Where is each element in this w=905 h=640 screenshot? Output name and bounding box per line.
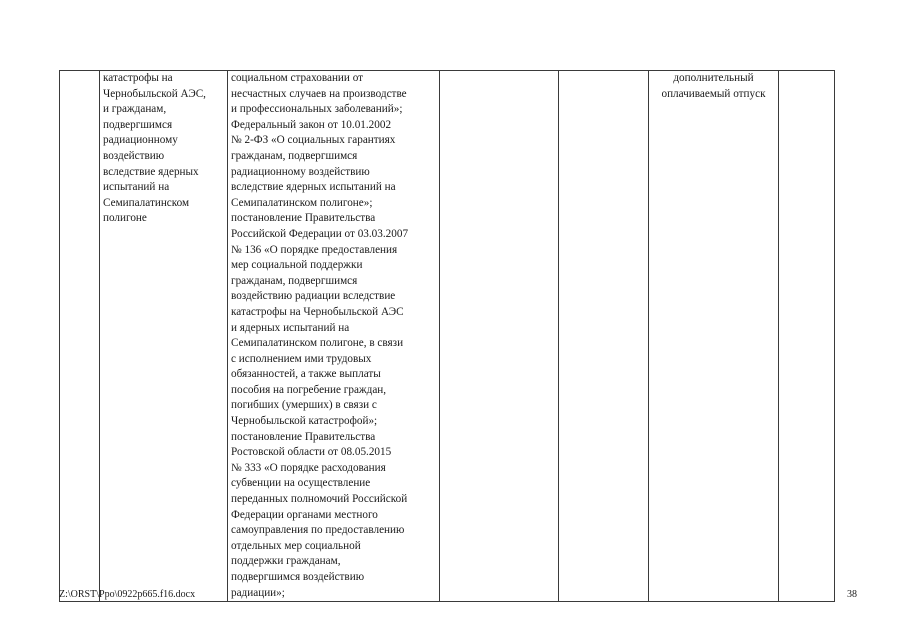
category-text: катастрофы на Чернобыльской АЭС, и гражданам, подвергшимся радиационному воздействию вследствие ядерных испытаний на Семипалатинском полигоне bbox=[103, 72, 206, 225]
table-cell-legal-basis bbox=[228, 71, 440, 602]
table-cell-measure bbox=[649, 71, 779, 602]
measure-text: дополнительный оплачиваемый отпуск bbox=[661, 72, 766, 100]
table-cell-col4 bbox=[440, 71, 559, 602]
table-cell-number bbox=[60, 71, 100, 602]
footer-file-path: Z:\ORST\Ppo\0922p665.f16.docx bbox=[59, 589, 196, 600]
document-table bbox=[59, 70, 835, 602]
table-cell-col5 bbox=[559, 71, 649, 602]
table-cell-category bbox=[100, 71, 228, 602]
table-row bbox=[60, 71, 835, 602]
table-cell-col7 bbox=[779, 71, 835, 602]
page-number: 38 bbox=[847, 589, 857, 600]
legal-basis-text: социальном страховании от несчастных случаев на производстве и профессиональных заболеваний»; Федеральный закон от 10.01.2002 № 2-ФЗ «О социальных гарантиях гражданам, подвергшимся радиационному воздействию вследствие ядерных испытаний на Семипалатинском полигоне»; постановление Правительства Российской Федерации от 03.03.2007 № 136 «О порядке предоставления мер социальной поддержки гражданам, подвергшимся воздействию радиации вследствие катастрофы на Чернобыльской АЭС и ядерных испытаний на Семипалатинском полигоне, в связи с исполнением ими трудовых обязанностей, а также выплаты пособия на погребение граждан, погибших (умерших) в связи с Чернобыльской катастрофой»; постановление Правительства Ростовской области от 08.05.2015 № 333 «О порядке расходования субвенции на осуществление переданных полномочий Российской Федерации органами местного самоуправления по предоставлению отдельных мер социальной поддержки гражданам, подвергшимся воздействию радиации»; bbox=[231, 72, 409, 599]
